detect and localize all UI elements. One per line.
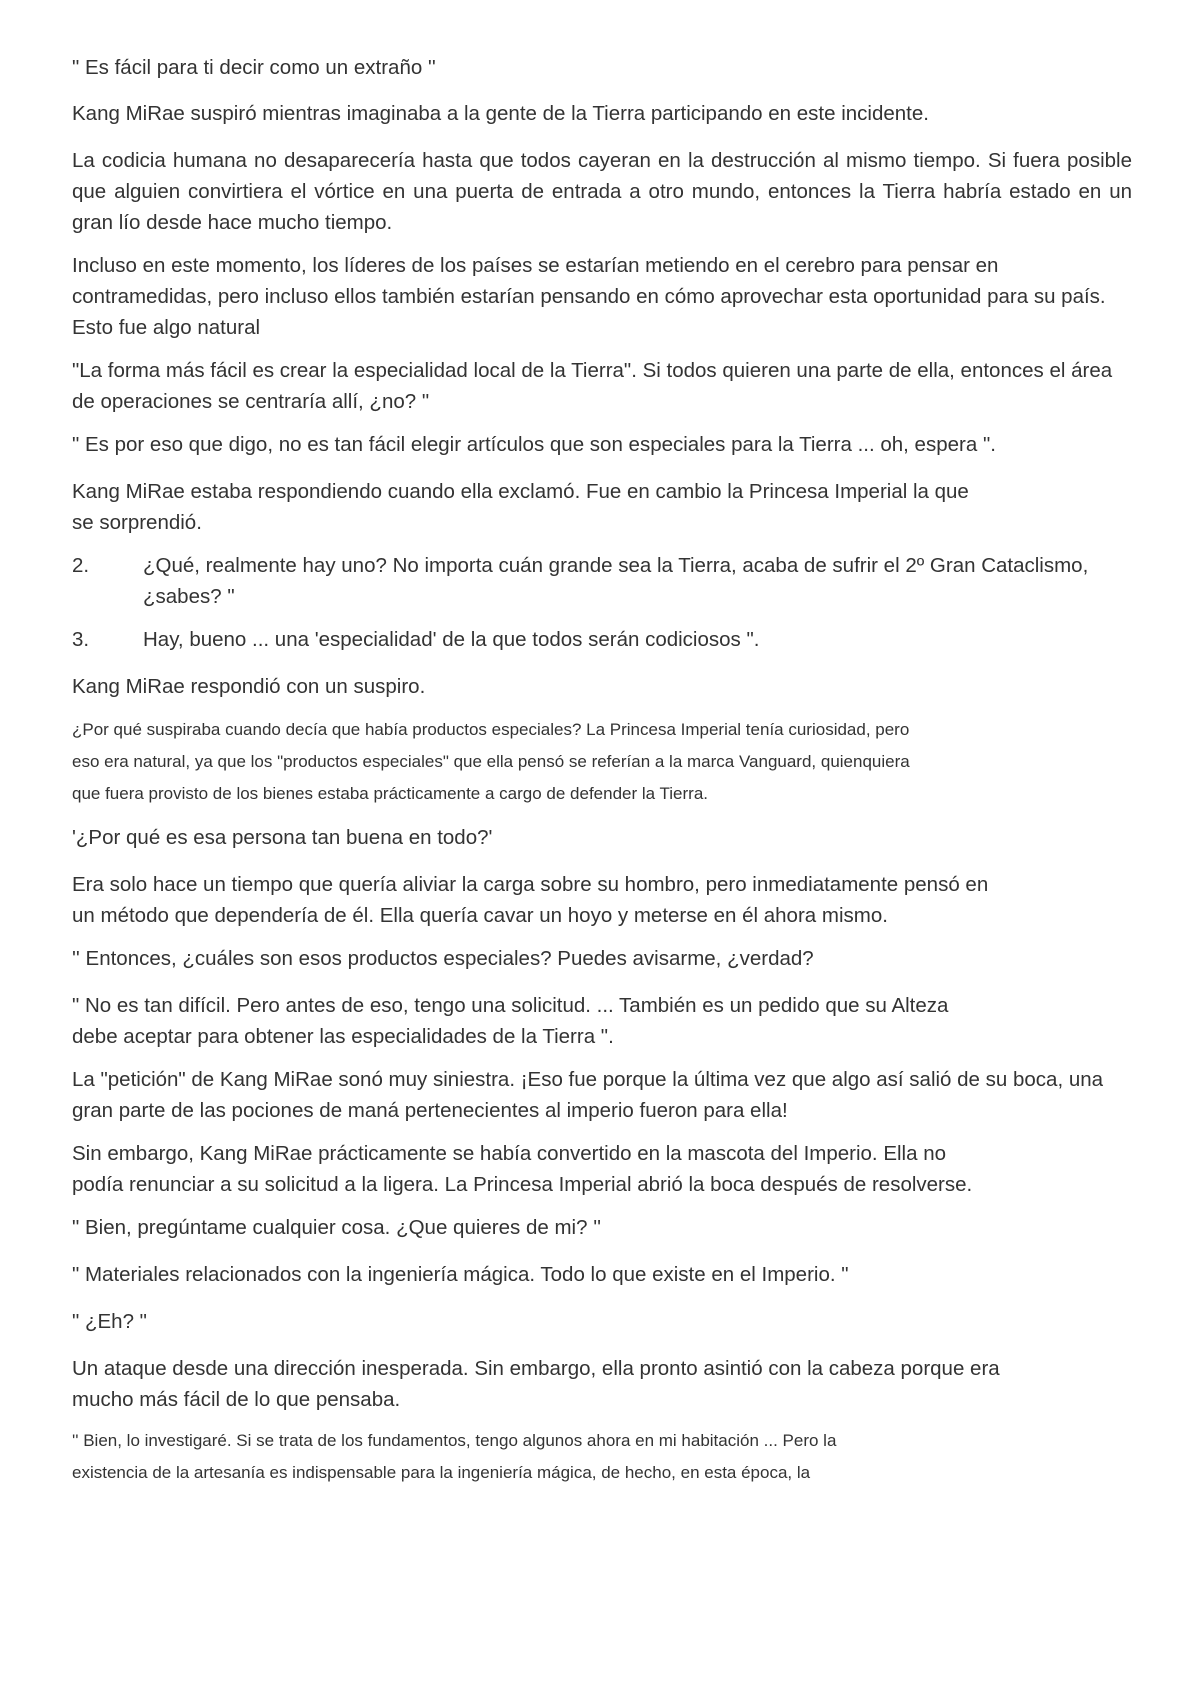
paragraph-21: Un ataque desde una dirección inesperada. Sin embargo, ella pronto asintió con la cabeza porque era mucho más fácil de lo que pensaba. — [72, 1357, 1000, 1411]
paragraph-19: " Materiales relacionados con la ingeniería mágica. Todo lo que existe en el Imperio. " — [72, 1263, 849, 1286]
item-number: 3. — [72, 628, 90, 651]
paragraph-14: '' Entonces, ¿cuáles son esos productos especiales? Puedes avisarme, ¿verdad? — [72, 947, 814, 970]
paragraph-2: Kang MiRae suspiró mientras imaginaba a la gente de la Tierra participando en este incidente. — [72, 102, 929, 125]
paragraph-5: "La forma más fácil es crear la especialidad local de la Tierra". Si todos quieren una parte de ella, entonces el área de operaciones se centraría allí, ¿no? " — [72, 359, 1113, 413]
document-page — [72, 52, 1132, 1489]
paragraph-12: '¿Por qué es esa persona tan buena en todo?' — [72, 826, 493, 849]
item-number: 2. — [72, 554, 90, 577]
item-text: Hay, bueno ... una 'especialidad' de la que todos serán codiciosos ". — [143, 628, 760, 651]
paragraph-10: Kang MiRae respondió con un suspiro. — [72, 675, 426, 698]
paragraph-1: " Es fácil para ti decir como un extraño '' — [72, 56, 436, 79]
paragraph-15: " No es tan difícil. Pero antes de eso, tengo una solicitud. ... También es un pedido que su Alteza debe aceptar para obtener las especialidades de la Tierra ". — [72, 994, 949, 1048]
numbered-item-2 — [72, 550, 1132, 612]
paragraph-22: '' Bien, lo investigaré. Si se trata de los fundamentos, tengo algunos ahora en mi habitación ... Pero la existencia de la artesanía es indispensable para la ingeniería mágica, de hecho, en esta época, la — [72, 1431, 837, 1482]
paragraph-18: " Bien, pregúntame cualquier cosa. ¿Que quieres de mi? '' — [72, 1216, 602, 1239]
paragraph-17: Sin embargo, Kang MiRae prácticamente se había convertido en la mascota del Imperio. Ella no podía renunciar a su solicitud a la ligera. La Princesa Imperial abrió la boca después de resolverse. — [72, 1142, 973, 1196]
paragraph-11: ¿Por qué suspiraba cuando decía que había productos especiales? La Princesa Imperial tenía curiosidad, pero eso era natural, ya que los "productos especiales" que ella pensó se referían a la marca Vanguard, quienquiera que fuera provisto de los bienes estaba prácticamente a cargo de defender la Tierra. — [72, 720, 910, 803]
paragraph-20: " ¿Eh? " — [72, 1310, 147, 1333]
paragraph-7: Kang MiRae estaba respondiendo cuando ella exclamó. Fue en cambio la Princesa Imperial la que se sorprendió. — [72, 480, 969, 534]
item-text: ¿Qué, realmente hay uno? No importa cuán grande sea la Tierra, acaba de sufrir el 2º Gran Cataclismo, ¿sabes? " — [143, 554, 1089, 608]
numbered-item-3 — [72, 624, 1132, 655]
paragraph-6: " Es por eso que digo, no es tan fácil elegir artículos que son especiales para la Tierra ... oh, espera ". — [72, 433, 996, 456]
paragraph-4: Incluso en este momento, los líderes de los países se estarían metiendo en el cerebro para pensar en contramedidas, pero incluso ellos también estarían pensando en cómo aprovechar esta oportunidad para su país. Esto fue algo natural — [72, 254, 1106, 339]
paragraph-16: La "petición" de Kang MiRae sonó muy siniestra. ¡Eso fue porque la última vez que algo así salió de su boca, una gran parte de las pociones de maná pertenecientes al imperio fueron para ella! — [72, 1068, 1104, 1122]
paragraph-13: Era solo hace un tiempo que quería aliviar la carga sobre su hombro, pero inmediatamente pensó en un método que dependería de él. Ella quería cavar un hoyo y meterse en él ahora mismo. — [72, 873, 989, 927]
paragraph-3: La codicia humana no desaparecería hasta que todos cayeran en la destrucción al mismo tiempo. Si fuera posible que alguien convirtiera el vórtice en una puerta de entrada a otro mundo, entonces la Tierra habría estado en un gran lío desde hace mucho tiempo. — [72, 149, 1132, 234]
